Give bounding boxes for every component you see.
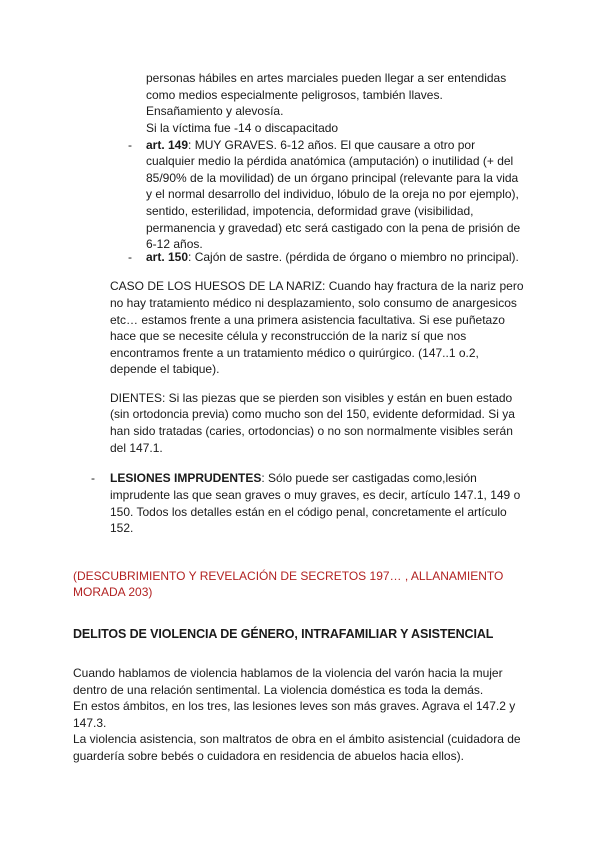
bullet-dash: - (91, 471, 95, 485)
list-item-first-line (146, 137, 475, 154)
article-label: art. 149 (146, 138, 189, 152)
paragraph-line: Ensañamiento y alevosía. (146, 104, 284, 118)
paragraph-line: guardería sobre bebés o cuidadora en residencia de abuelos hacia ellos). (73, 749, 464, 763)
bullet-dash: - (128, 250, 132, 264)
paragraph-line: depende el tabique). (110, 362, 220, 376)
paragraph-line: permanencia y gravedad) etc será castigado con la pena de prisión de (146, 221, 521, 235)
paragraph-line: y el normal desarrollo del individuo, lóbulo de la oreja no por ejemplo), (146, 187, 519, 201)
paragraph-line: En estos ámbitos, en los tres, las lesiones leves son más graves. Agrava el 147.2 y (73, 699, 516, 713)
paragraph-line: (sin ortodoncia previa) como mucho son del 150, evidente deformidad. Si ya (110, 407, 515, 421)
list-item-first-line (110, 470, 477, 487)
paragraph-line: del 147.1. (110, 441, 163, 455)
paragraph-line: no hay tratamiento médico ni desplazamiento, solo consumo de anargesicos (110, 296, 517, 310)
paragraph-line: cualquier medio la pérdida anatómica (amputación) o inutilidad (+ del (146, 154, 514, 168)
paragraph-line: 150. Todos los detalles están en el código penal, concretamente el artículo (110, 505, 507, 519)
note-line: (DESCUBRIMIENTO Y REVELACIÓN DE SECRETOS 197… , ALLANAMIENTO (73, 569, 504, 583)
paragraph-line: DIENTES: Si las piezas que se pierden son visibles y están en buen estado (110, 391, 513, 405)
note-line: MORADA 203) (73, 585, 153, 599)
paragraph-line: han sido tratadas (caries, ortodoncias) o no son normalmente visibles serán (110, 424, 513, 438)
paragraph-line: dentro de una relación sentimental. La violencia doméstica es toda la demás. (73, 683, 484, 697)
paragraph-line: 6-12 años. (146, 237, 203, 251)
article-text: : Cajón de sastre. (pérdida de órgano o miembro no principal). (188, 250, 519, 264)
paragraph-line: Cuando hablamos de violencia hablamos de la violencia del varón hacia la mujer (73, 666, 503, 680)
paragraph-line: 85/90% de la movilidad) de un órgano principal (relevante para la vida (146, 171, 519, 185)
paragraph-line: hace que se necesite célula y reconstrucción de la nariz sí que nos (110, 329, 467, 343)
article-label: art. 150 (146, 250, 189, 264)
paragraph-line: CASO DE LOS HUESOS DE LA NARIZ: Cuando hay fractura de la nariz pero (110, 279, 524, 293)
paragraph-line: como medios especialmente peligrosos, también llaves. (146, 88, 443, 102)
paragraph-line: 152. (110, 521, 134, 535)
section-heading: DELITOS DE VIOLENCIA DE GÉNERO, INTRAFAMILIAR Y ASISTENCIAL (73, 627, 494, 641)
paragraph-line: personas hábiles en artes marciales pueden llegar a ser entendidas (146, 71, 507, 85)
paragraph-line: imprudente las que sean graves o muy graves, es decir, artículo 147.1, 149 o (110, 488, 521, 502)
paragraph-line: sentido, esterilidad, impotencia, deformidad grave (visibilidad, (146, 204, 474, 218)
paragraph-line: 147.3. (73, 716, 107, 730)
section-label: LESIONES IMPRUDENTES (110, 471, 262, 485)
paragraph-line: etc… estamos frente a una primera asistencia facultativa. Si ese puñetazo (110, 313, 505, 327)
list-item-first-line (146, 249, 519, 266)
section-text: : Sólo puede ser castigadas como,lesión (261, 471, 477, 485)
paragraph-line: La violencia asistencia, son maltratos de obra en el ámbito asistencial (cuidadora de (73, 732, 521, 746)
article-text: : MUY GRAVES. 6-12 años. El que causare a otro por (188, 138, 476, 152)
paragraph-line: Si la víctima fue -14 o discapacitado (146, 121, 339, 135)
paragraph-line: encontramos frente a un tratamiento médico o quirúrgico. (147..1 o.2, (110, 346, 479, 360)
bullet-dash: - (128, 138, 132, 152)
